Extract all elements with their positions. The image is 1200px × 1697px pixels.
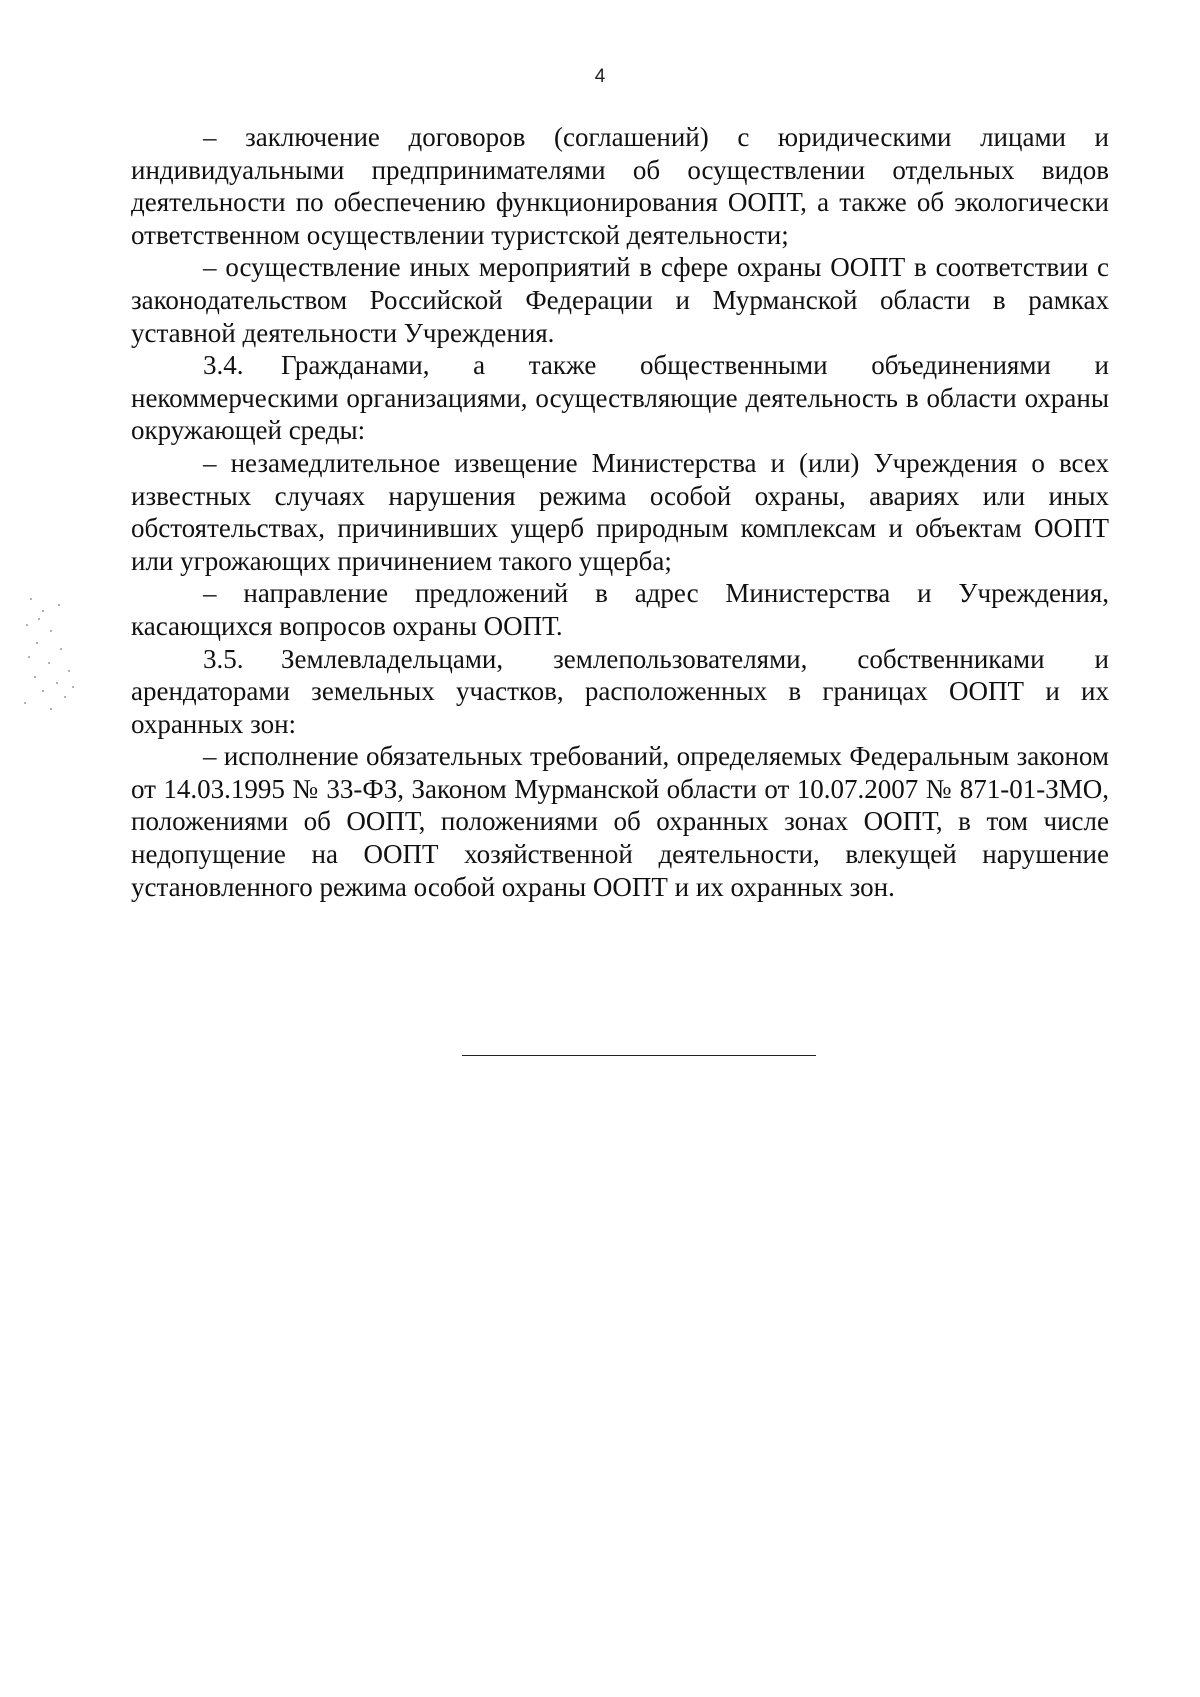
- scan-artifact-dots: [20, 590, 100, 720]
- clause-text: Землевладельцами, землепользователями, собственниками и арендаторами земельных участков, расположенных в границах ООПТ и их охранных зон:: [131, 643, 1109, 739]
- end-of-document-rule: [462, 1055, 816, 1056]
- paragraph-contracts: – заключение договоров (соглашений) с юридическими лицами и индивидуальными предпринимателями об осуществлении отдельных видов деятельности по обеспечению функционирования ООПТ, а также об экологически ответственном осуществлении туристской деятельности;: [131, 122, 1109, 250]
- clause-text: Гражданами, а также общественными объединениями и некоммерческими организациями, осуществляющие деятельность в области охраны окружающей среды:: [131, 350, 1109, 446]
- paragraph-other-measures: – осуществление иных мероприятий в сфере охраны ООПТ в соответствии с законодательством Российской Федерации и Мурманской области в рамках уставной деятельности Учреждения.: [131, 252, 1109, 348]
- paragraph-proposals: – направление предложений в адрес Министерства и Учреждения, касающихся вопросов охраны ООПТ.: [131, 578, 1109, 641]
- page-number: 4: [594, 66, 606, 87]
- clause-3-4: [131, 349, 1109, 447]
- paragraph-requirements: – исполнение обязательных требований, определяемых Федеральным законом от 14.03.1995 № 33-ФЗ, Законом Мурманской области от 10.07.2007 № 871-01-ЗМО, положениями об ООПТ, положениями об охранных зонах ООПТ, в том числе недопущение на ООПТ хозяйственной деятельности, влекущей нарушение установленного режима особой охраны ООПТ и их охранных зон.: [131, 741, 1109, 902]
- document-body: [131, 121, 1109, 903]
- paragraph-notification: – незамедлительное извещение Министерства и (или) Учреждения о всех известных случаях нарушения режима особой охраны, авариях или иных обстоятельствах, причинивших ущерб природным комплексам и объектам ООПТ или угрожающих причинением такого ущерба;: [131, 447, 1109, 576]
- clause-number: 3.4.: [203, 350, 244, 381]
- clause-3-5: [131, 643, 1109, 741]
- clause-number: 3.5.: [203, 643, 244, 674]
